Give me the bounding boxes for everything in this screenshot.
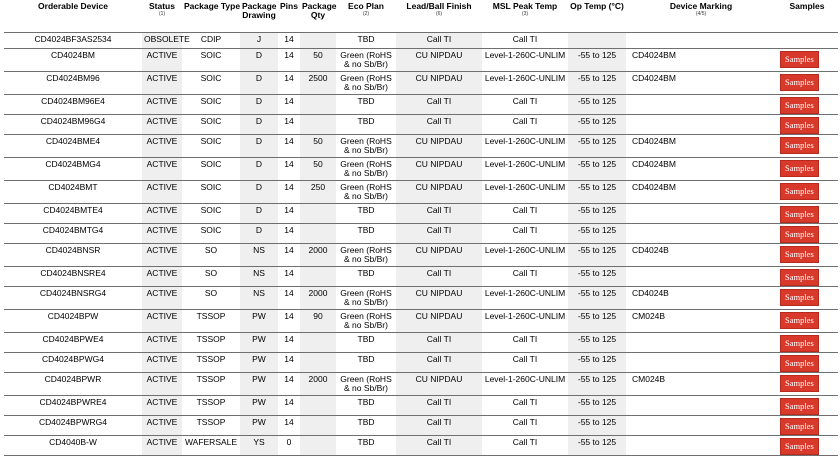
cell-package-type: TSSOP	[182, 310, 240, 333]
cell-package-drawing: PW	[240, 310, 278, 333]
cell-package-type: SO	[182, 244, 240, 267]
cell-eco-plan: TBD	[336, 353, 396, 373]
cell-eco-plan: Green (RoHS & no Sb/Br)	[336, 158, 396, 181]
cell-op-temp: -55 to 125	[568, 436, 626, 456]
cell-pins: 14	[278, 224, 300, 244]
cell-eco-plan: TBD	[336, 224, 396, 244]
cell-orderable-device: CD4024BMT	[4, 181, 142, 204]
cell-device-marking	[626, 353, 776, 373]
cell-package-type: SO	[182, 287, 240, 310]
cell-package-qty: 2000	[300, 287, 336, 310]
cell-msl-peak-temp: Level-1-260C-UNLIM	[482, 373, 568, 396]
cell-lead-ball-finish: CU NIPDAU	[396, 310, 482, 333]
cell-samples	[776, 353, 838, 373]
header-package-qty: Package Qty	[300, 0, 336, 33]
cell-status: ACTIVE	[142, 115, 182, 135]
cell-eco-plan: Green (RoHS & no Sb/Br)	[336, 373, 396, 396]
cell-orderable-device: CD4024BNSRG4	[4, 287, 142, 310]
header-status: Status (1)	[142, 0, 182, 33]
cell-lead-ball-finish: Call TI	[396, 353, 482, 373]
cell-lead-ball-finish: Call TI	[396, 333, 482, 353]
cell-package-drawing: PW	[240, 373, 278, 396]
cell-samples	[776, 287, 838, 310]
cell-msl-peak-temp: Level-1-260C-UNLIM	[482, 158, 568, 181]
cell-lead-ball-finish: Call TI	[396, 95, 482, 115]
cell-package-drawing: D	[240, 49, 278, 72]
cell-package-qty	[300, 95, 336, 115]
samples-button[interactable]: Samples	[780, 74, 819, 91]
table-row	[4, 224, 838, 244]
cell-pins: 14	[278, 115, 300, 135]
cell-package-qty	[300, 267, 336, 287]
cell-pins: 14	[278, 135, 300, 158]
cell-package-type: TSSOP	[182, 396, 240, 416]
cell-package-type: TSSOP	[182, 373, 240, 396]
cell-pins: 14	[278, 373, 300, 396]
cell-device-marking	[626, 267, 776, 287]
cell-pins: 14	[278, 416, 300, 436]
cell-orderable-device: CD4024BM96E4	[4, 95, 142, 115]
cell-device-marking	[626, 204, 776, 224]
cell-status: ACTIVE	[142, 373, 182, 396]
cell-package-qty: 2500	[300, 72, 336, 95]
samples-button[interactable]: Samples	[780, 418, 819, 435]
cell-package-qty: 2000	[300, 373, 336, 396]
samples-button[interactable]: Samples	[780, 206, 819, 223]
header-op-temp: Op Temp (°C)	[568, 0, 626, 33]
cell-lead-ball-finish: Call TI	[396, 436, 482, 456]
cell-status: ACTIVE	[142, 310, 182, 333]
samples-button[interactable]: Samples	[780, 117, 819, 134]
cell-op-temp	[568, 33, 626, 49]
cell-eco-plan: TBD	[336, 436, 396, 456]
cell-status: ACTIVE	[142, 204, 182, 224]
table-row	[4, 95, 838, 115]
cell-msl-peak-temp: Call TI	[482, 436, 568, 456]
cell-msl-peak-temp: Level-1-260C-UNLIM	[482, 135, 568, 158]
table-row	[4, 396, 838, 416]
cell-msl-peak-temp: Call TI	[482, 95, 568, 115]
cell-pins: 14	[278, 181, 300, 204]
cell-op-temp: -55 to 125	[568, 287, 626, 310]
cell-lead-ball-finish: CU NIPDAU	[396, 72, 482, 95]
cell-samples	[776, 244, 838, 267]
table-row	[4, 310, 838, 333]
cell-samples	[776, 204, 838, 224]
samples-button[interactable]: Samples	[780, 438, 819, 455]
cell-package-drawing: NS	[240, 267, 278, 287]
cell-package-qty	[300, 436, 336, 456]
samples-button[interactable]: Samples	[780, 398, 819, 415]
cell-package-drawing: D	[240, 181, 278, 204]
cell-device-marking	[626, 396, 776, 416]
cell-device-marking	[626, 115, 776, 135]
cell-package-qty: 250	[300, 181, 336, 204]
cell-device-marking: CD4024BM	[626, 181, 776, 204]
table-row	[4, 333, 838, 353]
cell-samples	[776, 267, 838, 287]
cell-samples	[776, 49, 838, 72]
cell-pins: 14	[278, 204, 300, 224]
cell-package-drawing: YS	[240, 436, 278, 456]
cell-package-drawing: D	[240, 72, 278, 95]
samples-button[interactable]: Samples	[780, 375, 819, 392]
samples-button[interactable]: Samples	[780, 183, 819, 200]
cell-package-qty	[300, 33, 336, 49]
samples-button[interactable]: Samples	[780, 137, 819, 154]
table-row	[4, 115, 838, 135]
table-header-row	[4, 0, 838, 33]
cell-device-marking: CD4024BM	[626, 158, 776, 181]
cell-op-temp: -55 to 125	[568, 135, 626, 158]
cell-status: ACTIVE	[142, 72, 182, 95]
samples-button[interactable]: Samples	[780, 51, 819, 68]
cell-eco-plan: TBD	[336, 416, 396, 436]
cell-orderable-device: CD4024BM	[4, 49, 142, 72]
cell-samples	[776, 72, 838, 95]
cell-pins: 14	[278, 49, 300, 72]
table-row	[4, 416, 838, 436]
cell-device-marking	[626, 33, 776, 49]
cell-msl-peak-temp: Call TI	[482, 204, 568, 224]
cell-msl-peak-temp: Call TI	[482, 353, 568, 373]
table-row	[4, 267, 838, 287]
cell-samples	[776, 158, 838, 181]
cell-package-drawing: J	[240, 33, 278, 49]
cell-op-temp: -55 to 125	[568, 396, 626, 416]
cell-lead-ball-finish: CU NIPDAU	[396, 135, 482, 158]
table-row	[4, 373, 838, 396]
cell-package-type: SOIC	[182, 95, 240, 115]
cell-orderable-device: CD4024BPWG4	[4, 353, 142, 373]
cell-package-type: SOIC	[182, 49, 240, 72]
cell-status: ACTIVE	[142, 287, 182, 310]
cell-samples	[776, 95, 838, 115]
cell-lead-ball-finish: Call TI	[396, 416, 482, 436]
cell-eco-plan: Green (RoHS & no Sb/Br)	[336, 310, 396, 333]
header-msl-peak-temp: MSL Peak Temp (3)	[482, 0, 568, 33]
cell-op-temp: -55 to 125	[568, 353, 626, 373]
cell-msl-peak-temp: Call TI	[482, 416, 568, 436]
cell-lead-ball-finish: CU NIPDAU	[396, 373, 482, 396]
cell-lead-ball-finish: Call TI	[396, 396, 482, 416]
cell-lead-ball-finish: Call TI	[396, 33, 482, 49]
header-package-type: Package Type	[182, 0, 240, 33]
cell-orderable-device: CD4024BPWRE4	[4, 396, 142, 416]
cell-package-qty	[300, 204, 336, 224]
samples-button[interactable]: Samples	[780, 160, 819, 177]
cell-device-marking: CM024B	[626, 373, 776, 396]
cell-package-type: SOIC	[182, 115, 240, 135]
cell-op-temp: -55 to 125	[568, 204, 626, 224]
table-row	[4, 72, 838, 95]
cell-status: ACTIVE	[142, 158, 182, 181]
cell-samples	[776, 224, 838, 244]
cell-msl-peak-temp: Level-1-260C-UNLIM	[482, 49, 568, 72]
cell-msl-peak-temp: Call TI	[482, 333, 568, 353]
cell-status: ACTIVE	[142, 416, 182, 436]
cell-package-type: TSSOP	[182, 333, 240, 353]
cell-package-qty	[300, 416, 336, 436]
cell-package-drawing: D	[240, 115, 278, 135]
cell-msl-peak-temp: Call TI	[482, 115, 568, 135]
cell-op-temp: -55 to 125	[568, 373, 626, 396]
cell-package-qty	[300, 115, 336, 135]
table-row	[4, 204, 838, 224]
cell-lead-ball-finish: Call TI	[396, 267, 482, 287]
cell-lead-ball-finish: Call TI	[396, 204, 482, 224]
cell-status: ACTIVE	[142, 436, 182, 456]
table-body	[4, 33, 838, 456]
header-eco-plan: Eco Plan (2)	[336, 0, 396, 33]
cell-orderable-device: CD4024BNSR	[4, 244, 142, 267]
cell-orderable-device: CD4024BMTG4	[4, 224, 142, 244]
header-pins: Pins	[278, 0, 300, 33]
cell-orderable-device: CD4024BF3AS2534	[4, 33, 142, 49]
cell-lead-ball-finish: CU NIPDAU	[396, 181, 482, 204]
cell-eco-plan: Green (RoHS & no Sb/Br)	[336, 72, 396, 95]
cell-eco-plan: TBD	[336, 115, 396, 135]
cell-package-drawing: PW	[240, 416, 278, 436]
cell-msl-peak-temp: Call TI	[482, 267, 568, 287]
cell-package-qty: 2000	[300, 244, 336, 267]
cell-package-type: SOIC	[182, 158, 240, 181]
cell-package-type: SOIC	[182, 224, 240, 244]
cell-package-drawing: NS	[240, 244, 278, 267]
cell-package-drawing: PW	[240, 353, 278, 373]
cell-package-drawing: D	[240, 158, 278, 181]
cell-package-type: TSSOP	[182, 353, 240, 373]
cell-pins: 14	[278, 353, 300, 373]
cell-package-qty	[300, 353, 336, 373]
cell-msl-peak-temp: Level-1-260C-UNLIM	[482, 310, 568, 333]
cell-lead-ball-finish: Call TI	[396, 115, 482, 135]
cell-pins: 0	[278, 436, 300, 456]
cell-eco-plan: TBD	[336, 95, 396, 115]
cell-package-drawing: NS	[240, 287, 278, 310]
cell-orderable-device: CD4040B-W	[4, 436, 142, 456]
cell-status: ACTIVE	[142, 95, 182, 115]
cell-eco-plan: Green (RoHS & no Sb/Br)	[336, 287, 396, 310]
cell-package-qty: 90	[300, 310, 336, 333]
cell-pins: 14	[278, 95, 300, 115]
cell-orderable-device: CD4024BPW	[4, 310, 142, 333]
cell-op-temp: -55 to 125	[568, 416, 626, 436]
cell-status: ACTIVE	[142, 244, 182, 267]
cell-op-temp: -55 to 125	[568, 333, 626, 353]
cell-package-drawing: PW	[240, 333, 278, 353]
cell-device-marking: CD4024B	[626, 244, 776, 267]
cell-orderable-device: CD4024BPWR	[4, 373, 142, 396]
cell-pins: 14	[278, 310, 300, 333]
cell-samples	[776, 416, 838, 436]
header-samples: Samples	[776, 0, 838, 33]
cell-package-qty	[300, 333, 336, 353]
cell-pins: 14	[278, 33, 300, 49]
table-row	[4, 353, 838, 373]
cell-package-type: WAFERSALE	[182, 436, 240, 456]
table-row	[4, 33, 838, 49]
cell-device-marking	[626, 416, 776, 436]
cell-package-drawing: PW	[240, 396, 278, 416]
cell-package-type: TSSOP	[182, 416, 240, 436]
cell-eco-plan: TBD	[336, 204, 396, 224]
cell-package-type: SOIC	[182, 181, 240, 204]
cell-orderable-device: CD4024BME4	[4, 135, 142, 158]
cell-orderable-device: CD4024BPWRG4	[4, 416, 142, 436]
cell-msl-peak-temp: Call TI	[482, 396, 568, 416]
cell-pins: 14	[278, 267, 300, 287]
table-row	[4, 287, 838, 310]
cell-device-marking	[626, 436, 776, 456]
table-row	[4, 181, 838, 204]
samples-button[interactable]: Samples	[780, 335, 819, 352]
cell-pins: 14	[278, 287, 300, 310]
samples-button[interactable]: Samples	[780, 355, 819, 372]
cell-pins: 14	[278, 72, 300, 95]
samples-button[interactable]: Samples	[780, 246, 819, 263]
cell-eco-plan: TBD	[336, 267, 396, 287]
cell-eco-plan: TBD	[336, 396, 396, 416]
cell-device-marking: CM024B	[626, 310, 776, 333]
samples-button[interactable]: Samples	[780, 312, 819, 329]
cell-msl-peak-temp: Call TI	[482, 224, 568, 244]
cell-package-qty	[300, 396, 336, 416]
cell-package-drawing: D	[240, 224, 278, 244]
cell-orderable-device: CD4024BNSRE4	[4, 267, 142, 287]
cell-samples	[776, 135, 838, 158]
cell-orderable-device: CD4024BPWE4	[4, 333, 142, 353]
cell-msl-peak-temp: Level-1-260C-UNLIM	[482, 287, 568, 310]
cell-package-type: SOIC	[182, 204, 240, 224]
cell-samples	[776, 396, 838, 416]
cell-op-temp: -55 to 125	[568, 95, 626, 115]
cell-op-temp: -55 to 125	[568, 267, 626, 287]
cell-op-temp: -55 to 125	[568, 181, 626, 204]
cell-op-temp: -55 to 125	[568, 158, 626, 181]
cell-eco-plan: Green (RoHS & no Sb/Br)	[336, 135, 396, 158]
cell-lead-ball-finish: CU NIPDAU	[396, 244, 482, 267]
header-package-drawing: Package Drawing	[240, 0, 278, 33]
orderable-devices-table	[4, 0, 838, 456]
cell-package-type: SOIC	[182, 72, 240, 95]
cell-eco-plan: TBD	[336, 333, 396, 353]
cell-samples	[776, 373, 838, 396]
header-orderable-device: Orderable Device	[4, 0, 142, 33]
cell-orderable-device: CD4024BM96G4	[4, 115, 142, 135]
cell-lead-ball-finish: CU NIPDAU	[396, 287, 482, 310]
cell-op-temp: -55 to 125	[568, 72, 626, 95]
samples-button[interactable]: Samples	[780, 269, 819, 286]
cell-device-marking	[626, 224, 776, 244]
cell-lead-ball-finish: CU NIPDAU	[396, 49, 482, 72]
cell-device-marking: CD4024BM	[626, 135, 776, 158]
cell-op-temp: -55 to 125	[568, 244, 626, 267]
cell-package-drawing: D	[240, 204, 278, 224]
samples-button[interactable]: Samples	[780, 97, 819, 114]
cell-package-qty: 50	[300, 135, 336, 158]
cell-msl-peak-temp: Level-1-260C-UNLIM	[482, 72, 568, 95]
cell-orderable-device: CD4024BMTE4	[4, 204, 142, 224]
cell-eco-plan: Green (RoHS & no Sb/Br)	[336, 244, 396, 267]
cell-package-drawing: D	[240, 95, 278, 115]
header-lead-ball-finish: Lead/Ball Finish (6)	[396, 0, 482, 33]
cell-package-qty: 50	[300, 49, 336, 72]
cell-status: ACTIVE	[142, 396, 182, 416]
cell-status: OBSOLETE	[142, 33, 182, 49]
cell-op-temp: -55 to 125	[568, 115, 626, 135]
cell-msl-peak-temp: Call TI	[482, 33, 568, 49]
cell-status: ACTIVE	[142, 49, 182, 72]
cell-pins: 14	[278, 333, 300, 353]
table-row	[4, 158, 838, 181]
cell-samples	[776, 33, 838, 49]
cell-device-marking: CD4024B	[626, 287, 776, 310]
cell-device-marking: CD4024BM	[626, 72, 776, 95]
cell-package-type: CDIP	[182, 33, 240, 49]
table-row	[4, 244, 838, 267]
cell-pins: 14	[278, 396, 300, 416]
cell-status: ACTIVE	[142, 267, 182, 287]
cell-lead-ball-finish: CU NIPDAU	[396, 158, 482, 181]
cell-msl-peak-temp: Level-1-260C-UNLIM	[482, 181, 568, 204]
cell-samples	[776, 436, 838, 456]
cell-package-qty	[300, 224, 336, 244]
cell-package-drawing: D	[240, 135, 278, 158]
cell-samples	[776, 115, 838, 135]
cell-eco-plan: TBD	[336, 33, 396, 49]
cell-status: ACTIVE	[142, 181, 182, 204]
table-row	[4, 436, 838, 456]
cell-msl-peak-temp: Level-1-260C-UNLIM	[482, 244, 568, 267]
cell-op-temp: -55 to 125	[568, 49, 626, 72]
cell-orderable-device: CD4024BMG4	[4, 158, 142, 181]
cell-pins: 14	[278, 158, 300, 181]
cell-package-type: SOIC	[182, 135, 240, 158]
cell-device-marking	[626, 95, 776, 115]
table-row	[4, 135, 838, 158]
cell-orderable-device: CD4024BM96	[4, 72, 142, 95]
header-device-marking: Device Marking (4/5)	[626, 0, 776, 33]
cell-package-qty: 50	[300, 158, 336, 181]
cell-package-type: SO	[182, 267, 240, 287]
cell-device-marking: CD4024BM	[626, 49, 776, 72]
cell-samples	[776, 181, 838, 204]
samples-button[interactable]: Samples	[780, 226, 819, 243]
cell-device-marking	[626, 333, 776, 353]
cell-status: ACTIVE	[142, 135, 182, 158]
samples-button[interactable]: Samples	[780, 289, 819, 306]
cell-samples	[776, 333, 838, 353]
cell-eco-plan: Green (RoHS & no Sb/Br)	[336, 49, 396, 72]
table-row	[4, 49, 838, 72]
cell-op-temp: -55 to 125	[568, 310, 626, 333]
cell-pins: 14	[278, 244, 300, 267]
cell-eco-plan: Green (RoHS & no Sb/Br)	[336, 181, 396, 204]
cell-lead-ball-finish: Call TI	[396, 224, 482, 244]
cell-status: ACTIVE	[142, 333, 182, 353]
cell-op-temp: -55 to 125	[568, 224, 626, 244]
cell-status: ACTIVE	[142, 353, 182, 373]
cell-status: ACTIVE	[142, 224, 182, 244]
cell-samples	[776, 310, 838, 333]
